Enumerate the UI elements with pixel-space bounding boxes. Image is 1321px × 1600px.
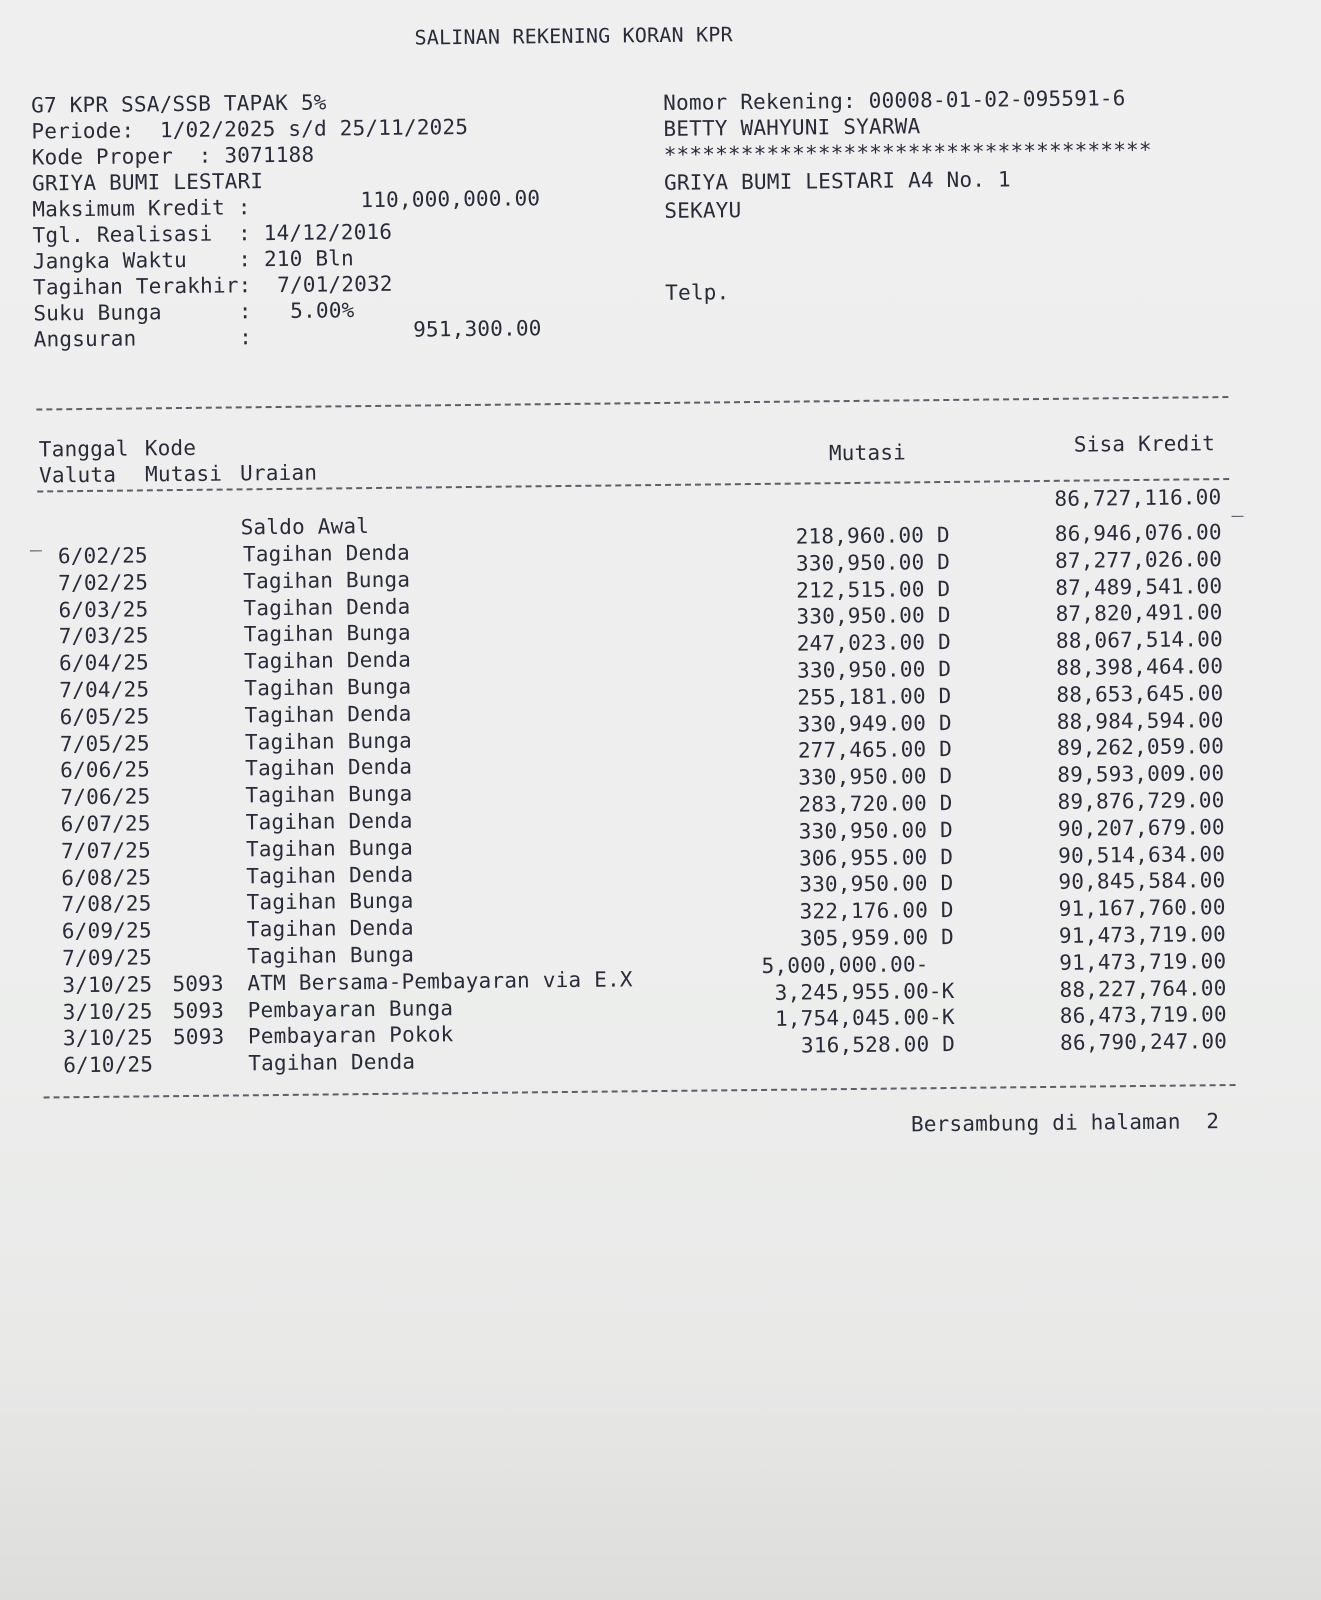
row-description: Tagihan Denda [243,647,412,674]
row-mutasi: 316,528.00 D [800,1032,956,1058]
row-mutasi: 3,245,955.00-K [774,978,955,1005]
header-tanggal: Tanggal [38,436,129,462]
row-description: Tagihan Bunga [243,567,411,594]
row-sisa-kredit: 86,473,719.00 [1059,1002,1227,1029]
row-mutasi: 305,959.00 D [799,924,955,951]
row-sisa-kredit: 91,473,719.00 [1059,948,1227,975]
interest-rate: Suku Bunga : 5.00% [33,298,355,326]
row-sisa-kredit: 87,820,491.00 [1055,600,1223,627]
row-sisa-kredit: 86,946,076.00 [1054,520,1222,546]
row-date: 7/02/25 [58,570,149,596]
row-mutasi: 5,000,000.00- [761,951,955,978]
row-description: Tagihan Denda [246,915,414,942]
installment-label: Angsuran : [33,325,253,352]
row-description: Tagihan Denda [242,540,411,567]
row-mutasi: 322,176.00 D [799,898,954,924]
row-description: Tagihan Bunga [244,674,412,701]
row-sisa-kredit: 90,207,679.00 [1057,814,1225,841]
row-date: 3/10/25 [62,972,153,998]
kode-proper: Kode Proper : 3071188 [31,142,315,170]
row-code: 5093 [172,998,225,1023]
row-description: Tagihan Bunga [245,781,413,808]
divider-top [36,396,1228,410]
account-number: Nomor Rekening: 00008-01-02-095591-6 [663,86,1126,115]
row-mutasi: 218,960.00 D [795,522,950,549]
row-description: Tagihan Bunga [247,942,415,969]
row-sisa-kredit: 88,984,594.00 [1056,707,1224,734]
loan-term: Jangka Waktu : 210 Bln [32,246,355,274]
row-mutasi: 330,949.00 D [797,710,952,737]
continued-note: Bersambung di halaman 2 [910,1109,1220,1137]
row-sisa-kredit: 87,277,026.00 [1054,546,1223,573]
row-code: 5093 [172,971,224,996]
row-date: 6/05/25 [59,704,150,730]
row-sisa-kredit: 90,845,584.00 [1058,868,1226,895]
row-mutasi: 212,515.00 D [796,576,951,603]
document-title: SALINAN REKENING KORAN KPR [414,22,733,50]
row-mutasi: 330,950.00 D [795,549,951,576]
row-date: 7/06/25 [60,784,151,810]
row-description: ATM Bersama-Pembayaran via E.X [247,967,633,996]
row-description: Tagihan Denda [248,1049,416,1076]
row-description: Tagihan Bunga [243,621,411,647]
product-name: G7 KPR SSA/SSB TAPAK 5% [31,90,327,118]
row-sisa-kredit: 88,067,514.00 [1055,627,1223,654]
row-sisa-kredit: 91,473,719.00 [1058,922,1227,948]
row-code: 5093 [172,1024,225,1050]
row-description: Tagihan Denda [244,701,412,728]
last-bill: Tagihan Terakhir: 7/01/2032 [32,271,393,300]
row-sisa-kredit: 89,876,729.00 [1057,788,1225,814]
installment-value: 951,300.00 [413,316,542,342]
row-description: Pembayaran Pokok [247,1022,454,1049]
header-kode: Kode [144,435,197,461]
row-sisa-kredit: 88,653,645.00 [1056,680,1224,707]
address-line-2: SEKAYU [664,198,742,223]
opening-balance-value: 86,727,116.00 [1054,485,1222,511]
margin-mark-right: _ [1231,492,1244,518]
header-sisa-kredit: Sisa Kredit [1073,431,1216,457]
row-mutasi: 247,023.00 D [796,630,952,656]
row-sisa-kredit: 89,593,009.00 [1057,761,1225,788]
row-mutasi: 1,754,045.00-K [774,1005,955,1032]
row-date: 6/07/25 [60,811,151,837]
row-date: 6/10/25 [63,1052,154,1078]
row-date: 7/05/25 [59,730,150,756]
row-description: Pembayaran Bunga [247,995,454,1022]
row-sisa-kredit: 91,167,760.00 [1058,895,1226,922]
row-description: Tagihan Bunga [244,728,412,754]
row-sisa-kredit: 89,262,059.00 [1056,734,1225,761]
row-date: 7/03/25 [58,623,149,649]
header-uraian: Uraian [239,460,318,486]
row-sisa-kredit: 87,489,541.00 [1055,573,1223,600]
row-date: 3/10/25 [62,998,153,1024]
periode: Periode: 1/02/2025 s/d 25/11/2025 [31,114,469,144]
phone-label: Telp. [665,280,730,305]
row-mutasi: 330,950.00 D [796,656,952,683]
row-mutasi: 283,720.00 D [798,790,953,817]
max-credit-value: 110,000,000.00 [360,186,541,213]
max-credit-label: Maksimum Kredit : [32,195,251,222]
address-line-1: GRIYA BUMI LESTARI A4 No. 1 [663,167,1011,195]
row-date: 7/04/25 [59,677,150,703]
divider-bottom [44,1084,1236,1098]
opening-balance-label: Saldo Awal [240,514,370,540]
row-mutasi: 277,465.00 D [797,737,953,763]
row-date: 6/06/25 [60,757,151,783]
row-sisa-kredit: 90,514,634.00 [1058,841,1226,868]
row-mutasi: 330,950.00 D [798,817,953,844]
row-date: 7/08/25 [61,891,152,917]
project-name: GRIYA BUMI LESTARI [31,169,264,196]
row-sisa-kredit: 86,790,247.00 [1059,1029,1228,1056]
row-date: 3/10/25 [62,1025,154,1051]
header-mutasi-code: Mutasi [144,461,223,487]
masked-field: ************************************** [663,137,1152,167]
row-mutasi: 255,181.00 D [797,683,952,710]
row-description: Tagihan Bunga [246,888,414,915]
row-date: 7/09/25 [62,945,153,971]
margin-mark-left: _ [29,527,43,552]
row-description: Tagihan Bunga [245,835,414,862]
row-mutasi: 330,950.00 D [799,871,954,897]
row-description: Tagihan Denda [243,594,411,620]
row-sisa-kredit: 88,398,464.00 [1056,654,1224,680]
header-valuta: Valuta [38,462,117,488]
row-description: Tagihan Denda [245,754,413,781]
row-mutasi: 306,955.00 D [798,844,954,871]
account-holder-name: BETTY WAHYUNI SYARWA [663,114,921,141]
row-date: 6/09/25 [61,918,152,944]
header-mutasi: Mutasi [828,440,907,466]
row-description: Tagihan Denda [245,808,413,835]
row-date: 6/08/25 [61,864,152,890]
row-date: 6/03/25 [58,596,149,622]
row-description: Tagihan Denda [246,862,414,888]
row-date: 6/02/25 [57,543,148,569]
row-mutasi: 330,950.00 D [798,764,953,790]
row-mutasi: 330,950.00 D [796,603,951,629]
row-sisa-kredit: 88,227,764.00 [1059,975,1227,1002]
realization-date: Tgl. Realisasi : 14/12/2016 [32,219,393,248]
row-date: 7/07/25 [60,838,152,864]
row-date: 6/04/25 [58,650,150,676]
